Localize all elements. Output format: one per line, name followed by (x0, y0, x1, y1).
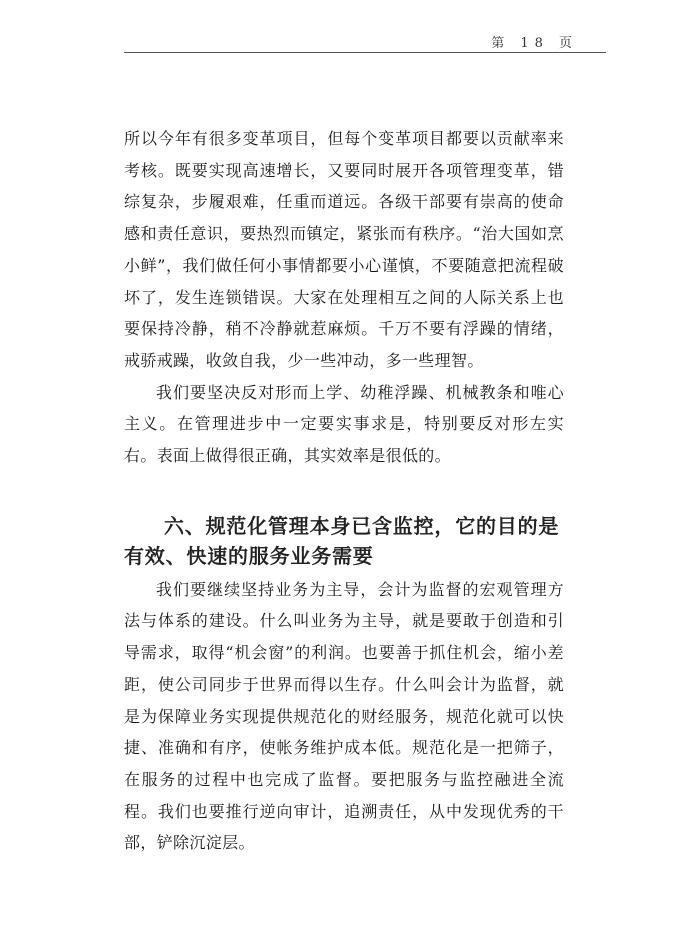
paragraph-continued: 所以今年有很多变革项目，但每个变革项目都要以贡献率来考核。既要实现高速增长，又要同时展开各项管理变革，错综复杂，步履艰难，任重而道远。各级干部要有崇高的使命感和责任意识，要热烈而镇定，紧张而有秩序。“治大国如烹小鲜”，我们做任何小事情都要小心谨慎，不要随意把流程破坏了，发生连锁错误。大家在处理相互之间的人际关系上也要保持冷静，稍不冷静就惹麻烦。千万不要有浮躁的情绪，戒骄戒躁，收敛自我，少一些冲动，多一些理智。 (124, 129, 564, 370)
paragraph: 我们要坚决反对形而上学、幼稚浮躁、机械教条和唯心主义。在管理进步中一定要实事求是，特别要反对形左实右。表面上做得很正确，其实效率是很低的。 (124, 382, 564, 466)
document-body (124, 123, 564, 859)
paragraph: 我们要继续坚持业务为主导，会计为监督的宏观管理方法与体系的建设。什么叫业务为主导，就是要敢于创造和引导需求，取得“机会窗”的利润。也要善于抓住机会，缩小差距，使公司同步于世界而得以生存。什么叫会计为监督，就是为保障业务实现提供规范化的财经服务，规范化就可以快捷、准确和有序，使帐务维护成本低。规范化是一把筛子，在服务的过程中也完成了监督。要把服务与监控融进全流程。我们也要推行逆向审计，追溯责任，从中发现优秀的干部，铲除沉淀层。 (124, 579, 564, 853)
page-number: 第 18 页 (491, 36, 578, 51)
section-heading: 六、规范化管理本身已含监控，它的目的是有效、快速的服务业务需要 (124, 513, 560, 568)
page-header (124, 30, 606, 53)
